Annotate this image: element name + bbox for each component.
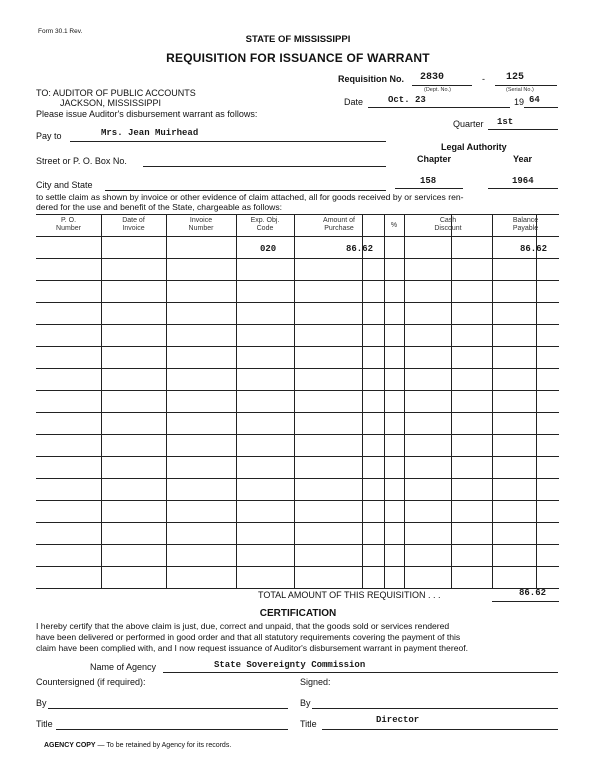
title-right-value: Director <box>376 715 420 725</box>
header-exp-obj-code: Exp. Obj. Code <box>250 217 280 232</box>
addressee-line1: TO: AUDITOR OF PUBLIC ACCOUNTS <box>36 88 196 98</box>
state-heading: STATE OF MISSISSIPPI <box>245 34 351 45</box>
total-value: 86.62 <box>519 588 547 598</box>
row-exp-code: 020 <box>260 244 277 254</box>
street-label: Street or P. O. Box No. <box>36 156 127 166</box>
by-left-label: By <box>36 698 47 708</box>
certification-line2: have been delivered or performed in good order and that all statutory requirements covering the payment of this <box>36 632 461 642</box>
legal-year-label: Year <box>513 154 533 164</box>
date-value: Oct. 23 <box>388 95 426 105</box>
legal-year-value: 1964 <box>512 176 534 186</box>
by-right-label: By <box>300 698 311 708</box>
requisition-dash: - <box>482 74 485 84</box>
pay-to-value: Mrs. Jean Muirhead <box>101 128 199 138</box>
agency-value: State Sovereignty Commission <box>214 660 366 670</box>
quarter-value: 1st <box>497 117 514 127</box>
date-year: 64 <box>529 95 540 105</box>
title-right-label: Title <box>300 719 317 729</box>
instruction-text: Please issue Auditor's disbursement warrant as follows: <box>36 109 258 119</box>
claim-table <box>36 214 559 592</box>
certification-line3: claim have been complied with, and I now request issuance of Auditor's disbursement warrant in payment thereof. <box>36 643 469 653</box>
certification-line1: I hereby certify that the above claim is just, due, correct and unpaid, that the goods sold or services rendered <box>36 621 450 631</box>
header-percent: % <box>390 222 398 229</box>
legal-authority-label: Legal Authority <box>441 142 507 152</box>
header-invoice-number: Invoice Number <box>188 217 214 232</box>
date-label: Date <box>344 97 364 107</box>
header-date-of-invoice: Date of Invoice <box>122 217 145 232</box>
dept-caption: (Dept. No.) <box>424 87 451 93</box>
settle-text-line1: to settle claim as shown by invoice or other evidence of claim attached, all for goods received by or services ren- <box>36 192 464 202</box>
pay-to-label: Pay to <box>36 131 62 141</box>
dept-number: 2830 <box>420 72 445 83</box>
form-number: Form 30.1 Rev. <box>38 28 83 35</box>
quarter-label: Quarter <box>453 119 484 129</box>
total-label: TOTAL AMOUNT OF THIS REQUISITION . . . <box>258 590 441 600</box>
title-left-label: Title <box>36 719 53 729</box>
serial-caption: (Serial No.) <box>506 87 534 93</box>
footer-text: — To be retained by Agency for its records. <box>95 742 232 749</box>
chapter-label: Chapter <box>417 154 452 164</box>
footer-note <box>44 742 231 749</box>
settle-text-line2: dered for the use and benefit of the State, chargeable as follows: <box>36 202 283 212</box>
footer-agency-copy: AGENCY COPY <box>44 742 96 749</box>
countersigned-label: Countersigned (if required): <box>36 677 146 687</box>
row-amount: 86.62 <box>346 244 374 254</box>
form-title: REQUISITION FOR ISSUANCE OF WARRANT <box>166 51 430 65</box>
year-prefix: 19 <box>514 97 525 107</box>
header-amount-of-purchase: Amount of Purchase <box>323 217 355 232</box>
requisition-label: Requisition No. <box>338 74 404 84</box>
row-balance: 86.62 <box>520 244 548 254</box>
signed-label: Signed: <box>300 677 331 687</box>
chapter-value: 158 <box>420 176 437 186</box>
city-label: City and State <box>36 180 93 190</box>
certification-title: CERTIFICATION <box>259 608 337 619</box>
header-po-number: P. O. Number <box>56 217 81 232</box>
serial-number: 125 <box>506 72 525 83</box>
header-cash-discount: Cash Discount <box>434 217 462 232</box>
agency-label: Name of Agency <box>90 662 157 672</box>
header-balance-payable: Balance Payable <box>512 217 539 232</box>
addressee-line2: JACKSON, MISSISSIPPI <box>60 98 162 108</box>
